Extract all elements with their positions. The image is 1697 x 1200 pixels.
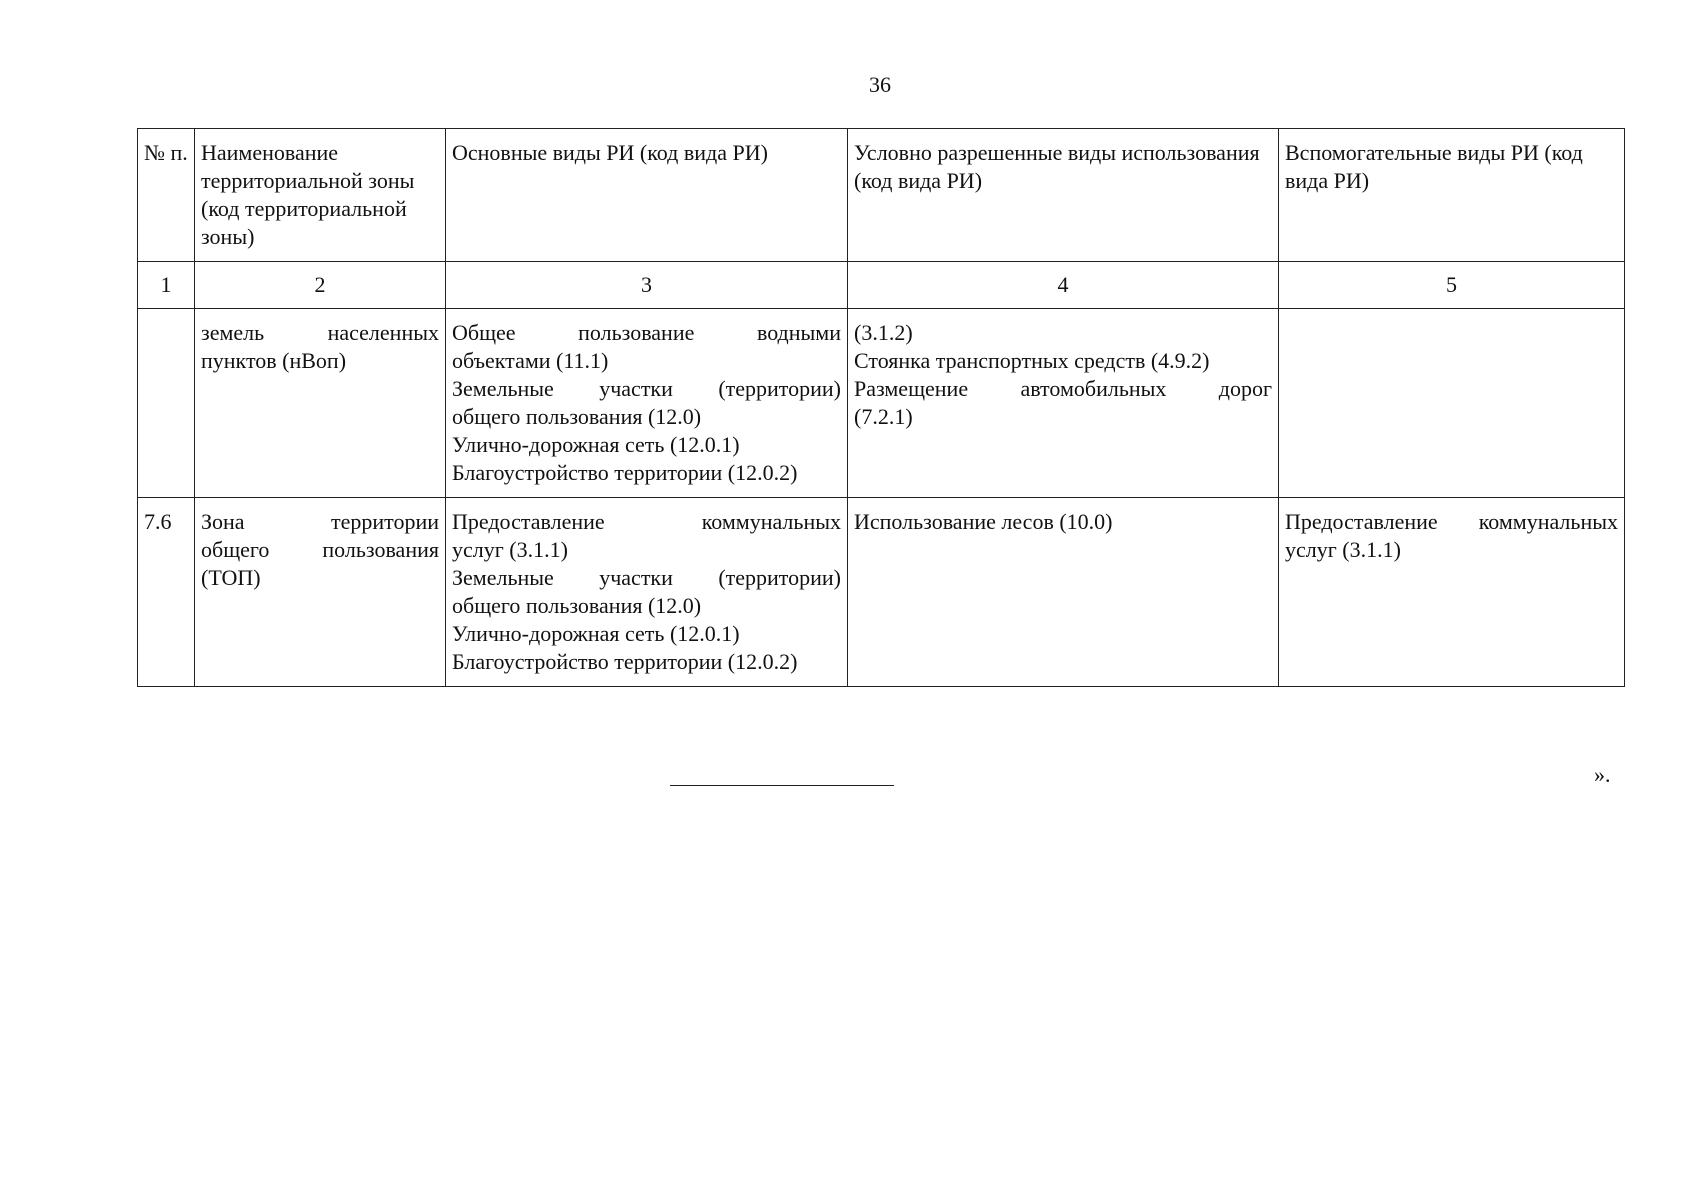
column-number: 5 <box>1279 262 1625 309</box>
column-number-row <box>138 262 1625 309</box>
conditional-uses-cell <box>848 498 1279 687</box>
page-number: 36 <box>869 72 891 97</box>
cell-line: Общее пользование водными <box>452 320 841 345</box>
cell-line: услуг (3.1.1) <box>452 537 568 562</box>
cell-line: Земельные участки (территории) <box>452 376 841 401</box>
cell-line: услуг (3.1.1) <box>1285 537 1401 562</box>
closing-quote: ». <box>1594 762 1611 787</box>
table-row <box>138 309 1625 498</box>
table-row <box>138 498 1625 687</box>
zone-name-cell <box>195 498 446 687</box>
cell-line: (3.1.2) <box>854 320 913 345</box>
cell-line: общего пользования <box>201 537 439 562</box>
column-number: 4 <box>848 262 1279 309</box>
cell-line: Использование лесов (10.0) <box>854 509 1113 534</box>
header-cell-conditional-uses: Условно разрешенные виды использования (код вида РИ) <box>848 129 1279 262</box>
header-cell-zone-name: Наименование территориальной зоны (код территориальной зоны) <box>195 129 446 262</box>
cell-line: Улично-дорожная сеть (12.0.1) <box>452 432 740 457</box>
cell-line: объектами (11.1) <box>452 348 609 373</box>
cell-line: Стоянка транспортных средств (4.9.2) <box>854 348 1210 373</box>
cell-line: общего пользования (12.0) <box>452 593 702 618</box>
zone-name-cell <box>195 309 446 498</box>
auxiliary-uses-cell <box>1279 309 1625 498</box>
cell-line: Благоустройство территории (12.0.2) <box>452 649 798 674</box>
table-header-row <box>138 129 1625 262</box>
cell-line: пунктов (нВоп) <box>201 348 347 373</box>
column-number: 3 <box>446 262 848 309</box>
column-number: 1 <box>138 262 195 309</box>
header-cell-number: № п. <box>138 129 195 262</box>
cell-line: Размещение автомобильных дорог <box>854 376 1272 401</box>
cell-line: общего пользования (12.0) <box>452 404 702 429</box>
cell-line: (ТОП) <box>201 565 261 590</box>
column-number: 2 <box>195 262 446 309</box>
cell-line: земель населенных <box>201 320 439 345</box>
header-cell-auxiliary-uses: Вспомогательные виды РИ (код вида РИ) <box>1279 129 1625 262</box>
cell-line: Предоставление коммунальных <box>452 509 841 534</box>
zones-table <box>137 128 1625 687</box>
cell-line: (7.2.1) <box>854 404 913 429</box>
cell-line: Зона территории <box>201 509 439 534</box>
conditional-uses-cell <box>848 309 1279 498</box>
footer-divider <box>670 785 894 786</box>
cell-line: Предоставление коммунальных <box>1285 509 1618 534</box>
auxiliary-uses-cell <box>1279 498 1625 687</box>
row-number-cell: 7.6 <box>138 498 195 687</box>
header-cell-main-uses: Основные виды РИ (код вида РИ) <box>446 129 848 262</box>
cell-line: Благоустройство территории (12.0.2) <box>452 460 798 485</box>
main-uses-cell <box>446 498 848 687</box>
cell-line: Земельные участки (территории) <box>452 565 841 590</box>
main-uses-cell <box>446 309 848 498</box>
cell-line: Улично-дорожная сеть (12.0.1) <box>452 621 740 646</box>
row-number-cell <box>138 309 195 498</box>
